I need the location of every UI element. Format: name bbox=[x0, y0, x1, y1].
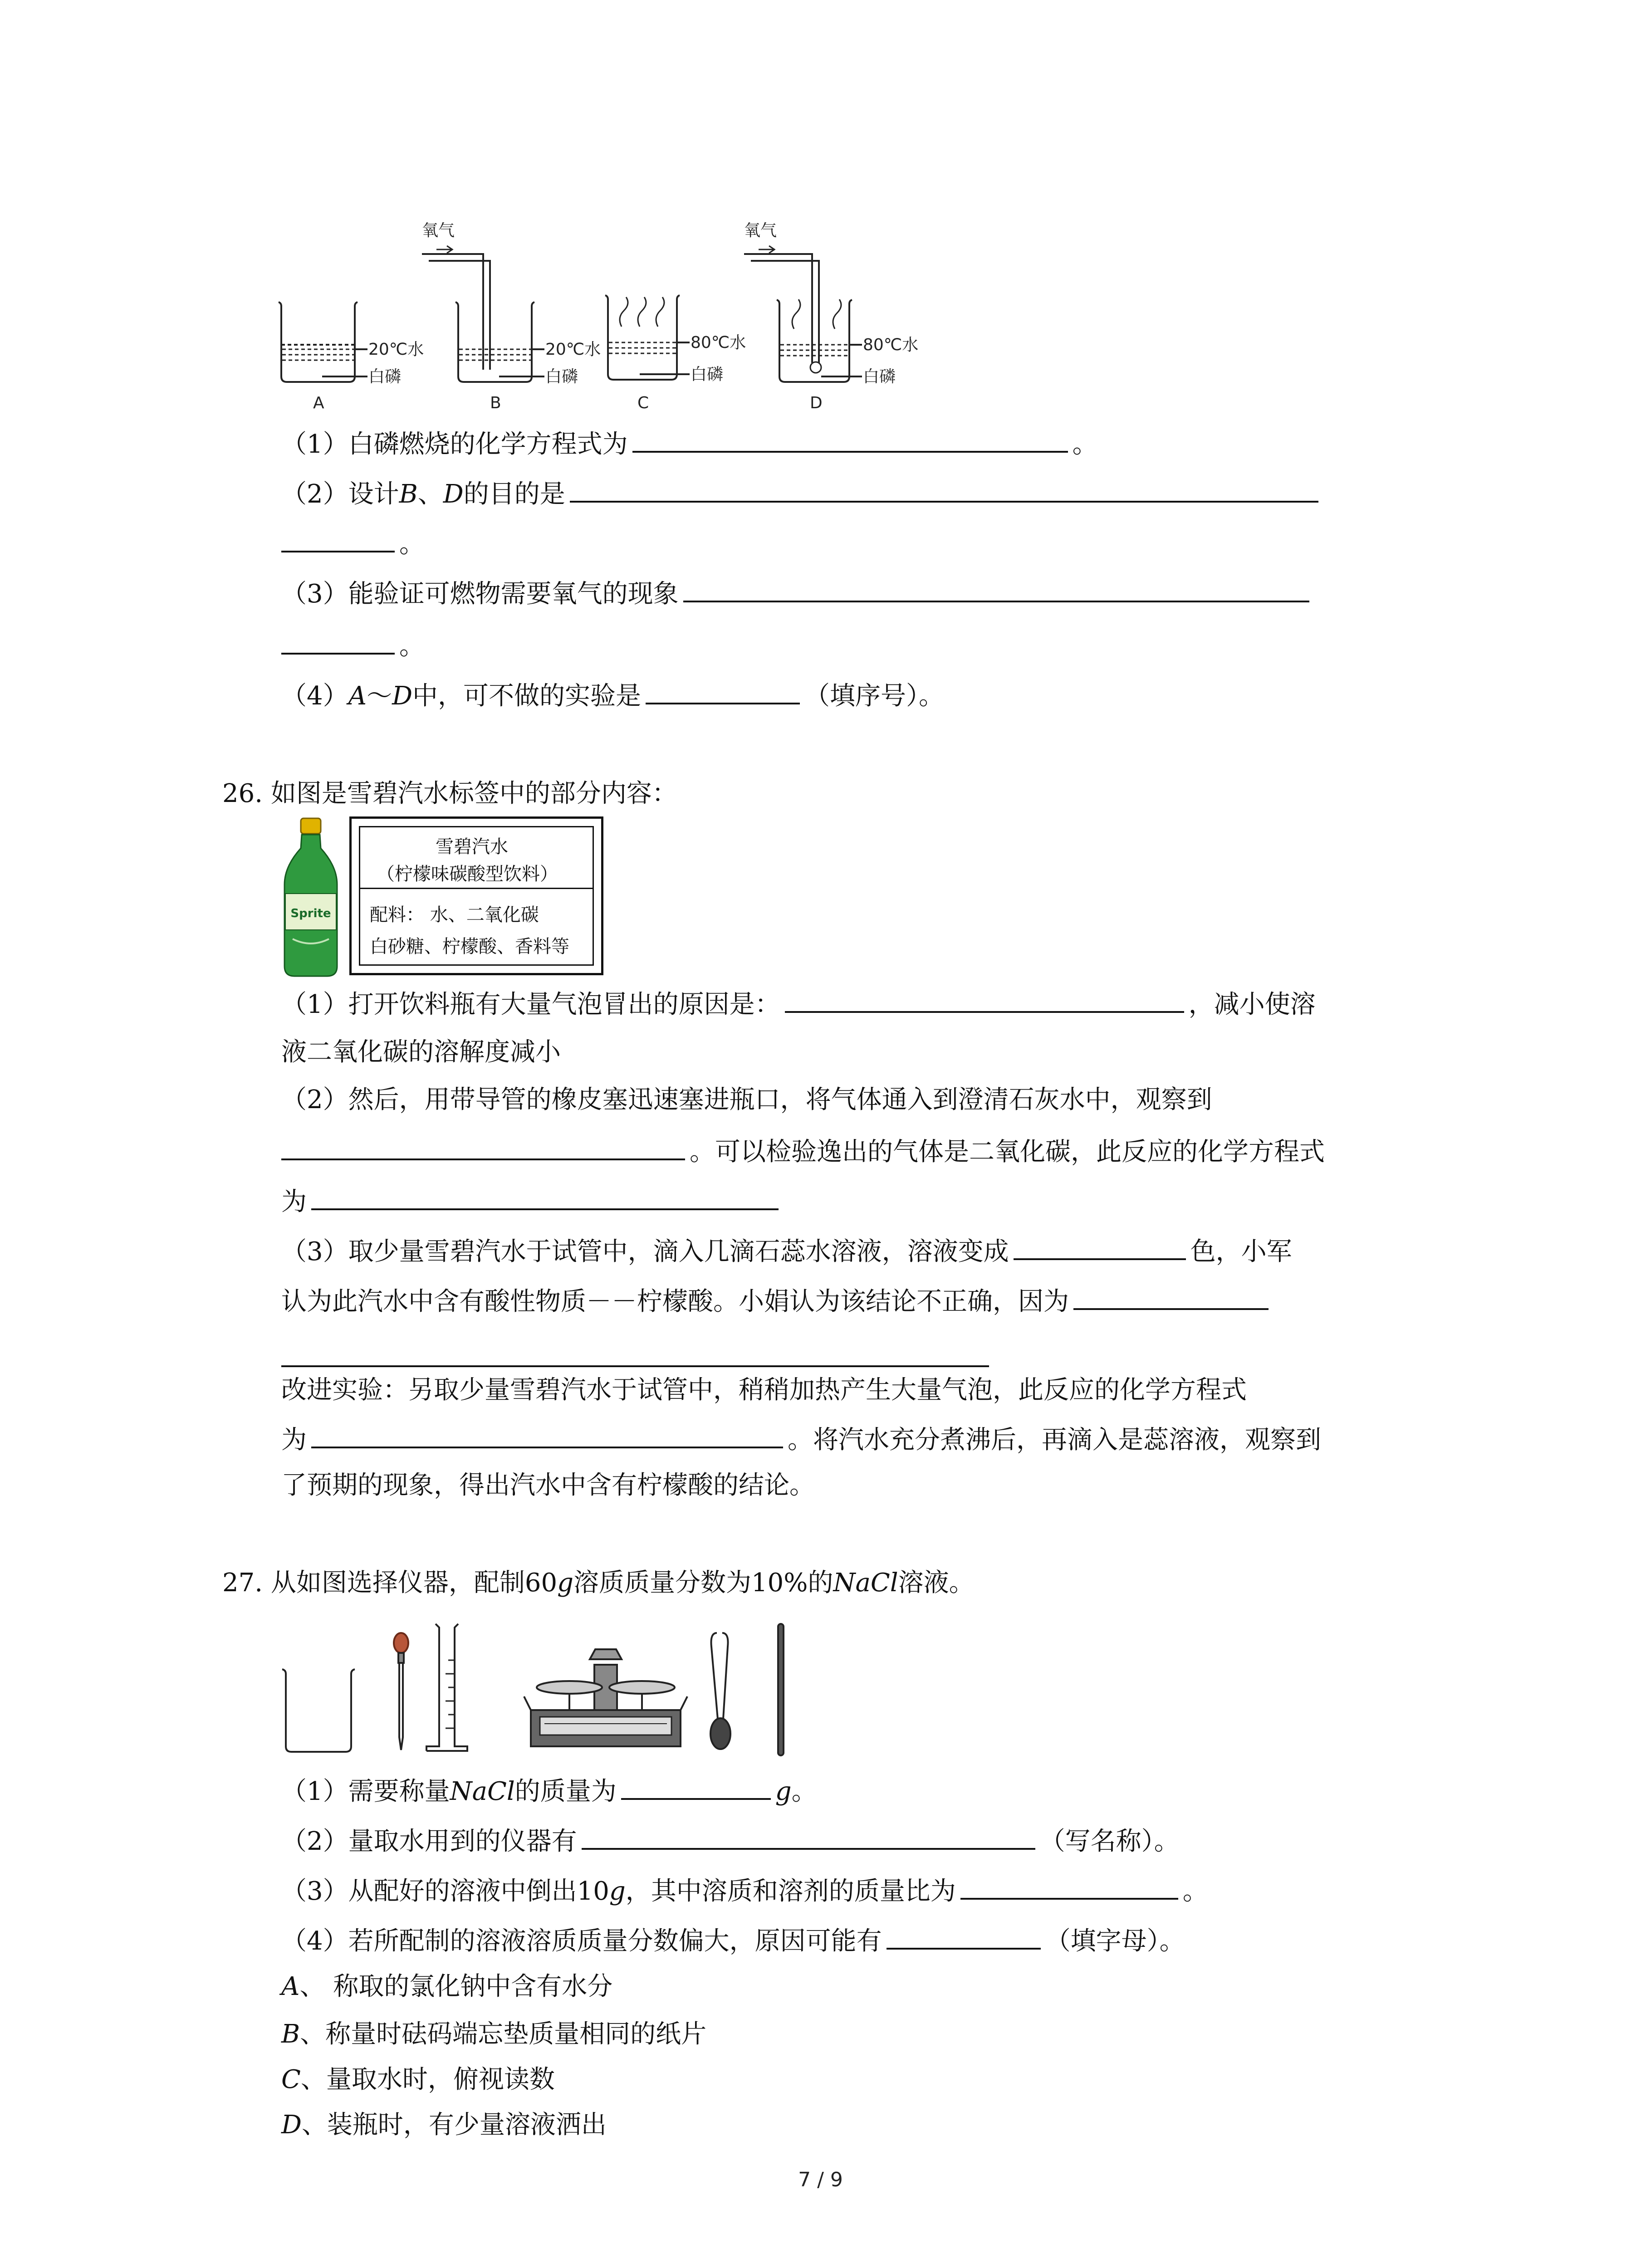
label-title: 雪碧汽水 bbox=[436, 836, 508, 857]
oxygen-label-b: 氧气 bbox=[422, 221, 455, 240]
dropper-icon bbox=[394, 1633, 408, 1750]
q26-part3-cont: 认为此汽水中含有酸性物质－－柠檬酸。小娟认为该结论不正确，因为 bbox=[281, 1284, 1273, 1318]
beaker-c bbox=[605, 295, 690, 380]
q25-blank4[interactable] bbox=[646, 678, 800, 704]
beaker-b bbox=[422, 246, 544, 382]
q25-blank3[interactable] bbox=[683, 576, 1309, 602]
beaker-b-phosphorus: 白磷 bbox=[545, 367, 578, 386]
beaker-c-phosphorus: 白磷 bbox=[691, 365, 724, 384]
q27-stem: 27. 从如图选择仪器，配制60g溶质质量分数为10%的NaCl溶液。 bbox=[222, 1568, 975, 1598]
lab-instruments-figure bbox=[277, 1606, 812, 1765]
label-ingredients-2: 白砂糖、柠檬酸、香料等 bbox=[370, 936, 569, 957]
q26-part1: （1）打开饮料瓶有大量气泡冒出的原因是： ，减小使溶 bbox=[281, 987, 1316, 1021]
beaker-icon bbox=[282, 1669, 355, 1752]
q26-improve-eq: 为 。将汽水充分煮沸后，再滴入是蕊溶液，观察到 bbox=[281, 1422, 1321, 1456]
q25-part2: （2）设计B、D的目的是 bbox=[281, 476, 1323, 510]
q27-part3: （3）从配好的溶液中倒出10g，其中溶质和溶剂的质量比为 。 bbox=[281, 1873, 1208, 1907]
q26-part2-cont: 。可以检验逸出的气体是二氧化碳，此反应的化学方程式 bbox=[281, 1134, 1325, 1168]
q27-option-b: B、称量时砝码端忘垫质量相同的纸片 bbox=[281, 2019, 707, 2049]
beaker-a bbox=[279, 302, 367, 382]
balance-scale-icon bbox=[524, 1649, 687, 1746]
q27-option-d: D、装瓶时，有少量溶液洒出 bbox=[281, 2110, 607, 2140]
q26-part2-eq: 为 bbox=[281, 1184, 783, 1218]
q26-blank5-cont[interactable] bbox=[281, 1365, 989, 1367]
sprite-label-box bbox=[349, 816, 603, 975]
q27-option-c: C、量取水时，俯视读数 bbox=[281, 2065, 555, 2094]
q26-part1-cont: 液二氧化碳的溶解度减小 bbox=[281, 1037, 561, 1067]
beaker-c-water: 80℃水 bbox=[691, 333, 746, 352]
q27-blank2[interactable] bbox=[582, 1823, 1035, 1850]
q25-blank3-cont[interactable] bbox=[281, 628, 395, 655]
q25-part3-cont: 。 bbox=[281, 628, 425, 662]
q27-part2: （2）量取水用到的仪器有 （写名称）。 bbox=[281, 1823, 1180, 1857]
q26-improve: 改进实验：另取少量雪碧汽水于试管中，稍稍加热产生大量气泡，此反应的化学方程式 bbox=[281, 1375, 1247, 1405]
q25-part1: （1）白磷燃烧的化学方程式为 。 bbox=[281, 426, 1098, 460]
q26-blank1[interactable] bbox=[785, 987, 1184, 1013]
page-number: 7 / 9 bbox=[798, 2168, 843, 2191]
oxygen-label-d: 氧气 bbox=[744, 221, 777, 240]
q27-blank4[interactable] bbox=[887, 1923, 1041, 1950]
beaker-a-phosphorus: 白磷 bbox=[368, 367, 402, 386]
beaker-d-water: 80℃水 bbox=[863, 336, 919, 354]
combustion-experiment-figure bbox=[272, 213, 935, 426]
q27-part1: （1）需要称量NaCl的质量为 g。 bbox=[281, 1774, 817, 1808]
q25-blank1[interactable] bbox=[632, 426, 1068, 453]
beaker-d-letter: D bbox=[810, 394, 823, 412]
q25-part3: （3）能验证可燃物需要氧气的现象 bbox=[281, 576, 1314, 610]
q26-conclusion: 了预期的现象，得出汽水中含有柠檬酸的结论。 bbox=[281, 1471, 815, 1500]
q26-blank3[interactable] bbox=[311, 1184, 779, 1210]
glass-rod-icon bbox=[778, 1624, 784, 1755]
q26-blank5[interactable] bbox=[1073, 1284, 1269, 1310]
svg-text:Sprite: Sprite bbox=[290, 907, 331, 920]
q26-blank6[interactable] bbox=[311, 1422, 783, 1448]
q26-stem: 26. 如图是雪碧汽水标签中的部分内容： bbox=[222, 779, 677, 808]
beaker-c-letter: C bbox=[637, 394, 649, 412]
beaker-b-letter: B bbox=[490, 394, 501, 412]
q26-blank2[interactable] bbox=[281, 1134, 685, 1160]
q25-part2-cont: 。 bbox=[281, 526, 425, 560]
beaker-a-water: 20℃水 bbox=[368, 340, 424, 359]
q27-option-a: A、 称取的氯化钠中含有水分 bbox=[281, 1972, 613, 2001]
q25-blank2[interactable] bbox=[570, 476, 1318, 503]
beaker-b-water: 20℃水 bbox=[545, 340, 601, 359]
label-ingredients-1: 配料： 水、二氧化碳 bbox=[370, 904, 539, 925]
q26-part3: （3）取少量雪碧汽水于试管中，滴入几滴石蕊水溶液，溶液变成 色，小军 bbox=[281, 1234, 1292, 1268]
sprite-bottle-image bbox=[279, 816, 343, 980]
medicine-spoon-icon bbox=[710, 1633, 730, 1749]
q27-blank3[interactable] bbox=[960, 1873, 1178, 1900]
q25-blank2-cont[interactable] bbox=[281, 526, 395, 552]
label-subtitle: （柠檬味碳酸型饮料） bbox=[377, 864, 558, 885]
beaker-a-letter: A bbox=[313, 394, 324, 412]
graduated-cylinder-icon bbox=[426, 1624, 467, 1751]
q27-part4: （4）若所配制的溶液溶质质量分数偏大，原因可能有 （填字母）。 bbox=[281, 1923, 1185, 1957]
q27-blank1[interactable] bbox=[621, 1774, 771, 1800]
beaker-d bbox=[744, 246, 862, 382]
beaker-d-phosphorus: 白磷 bbox=[863, 367, 896, 386]
q25-part4: （4）A～D中，可不做的实验是 （填序号）。 bbox=[281, 678, 944, 712]
q26-part2: （2）然后，用带导管的橡皮塞迅速塞进瓶口，将气体通入到澄清石灰水中，观察到 bbox=[281, 1085, 1212, 1114]
q26-blank4[interactable] bbox=[1014, 1234, 1186, 1260]
